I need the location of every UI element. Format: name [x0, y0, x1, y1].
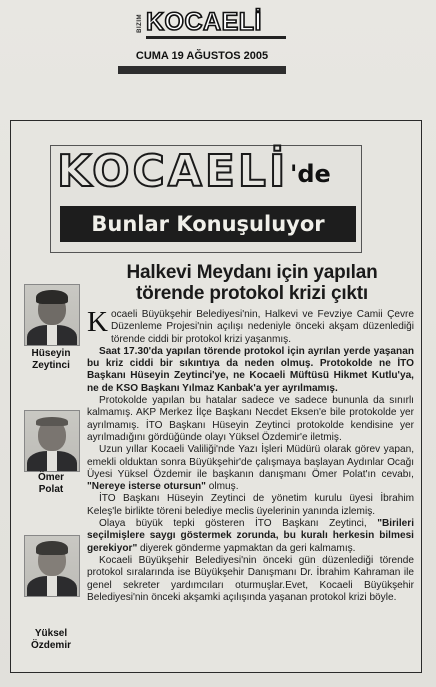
shirt — [47, 576, 57, 596]
caption-line: Polat — [38, 484, 64, 495]
paragraph: Protokolde yapılan bu hatalar sadece ve sadece bununla da sınırlı kalmamış. AKP Merkez İlçe Başkanı Necdet Eksen'e bile protokolde yer ayrılmamış. İTO Başkanı Hüseyin Zeytinci protokolde kendisine yer ayrılmadığını gördüğünde olayı Yüksel Özdemir'e iletmiş. — [87, 395, 414, 443]
article-body — [87, 306, 414, 604]
caption-line: Yüksel — [34, 628, 68, 639]
drop-cap: K — [87, 306, 108, 338]
text: olmuş. — [205, 481, 239, 493]
masthead-rule — [146, 36, 286, 39]
portrait-photo — [24, 535, 80, 597]
quote: "Birileri seçilmişlere saygı göstermek zorunda, bu kuralı herkesin bilmesi gerekiyor" — [87, 518, 414, 554]
section-subtitle: Bunlar Konuşuluyor — [91, 212, 325, 236]
portrait-photo — [24, 284, 80, 346]
section-title: KOCAELİ — [57, 146, 289, 197]
photo-caption — [20, 628, 82, 652]
portrait-photo — [24, 410, 80, 472]
photo-caption — [20, 472, 82, 496]
hair — [36, 417, 68, 426]
paragraph — [87, 444, 414, 493]
caption-line: Özdemir — [30, 640, 71, 651]
text: diyerek gönderme yapmaktan da geri kalmamış. — [137, 542, 356, 554]
date-bar — [118, 66, 286, 74]
shirt — [47, 325, 57, 345]
masthead — [137, 10, 285, 38]
lead-text: ocaeli Büyükşehir Belediyesi'nin, Halkevi ve Fevziye Camii Çevre Düzenleme Projesi'nin açılışı nedeniyle önceki akşam düzenlediği törende ciddi bir protokol krizi yaşanmış. — [110, 309, 414, 345]
text: Uzun yıllar Kocaeli Valiliği'nde Yazı İşleri Müdürü olarak görev yapan, emekli olduktan sonra Büyükşehir'de çalışmaya başlayan Aydınlar Ocağı Üyesi Yüksel Özdemir ile başkanın danışmanı Ömer Polat'ın cevabı, — [87, 444, 414, 480]
dateline: CUMA 19 AĞUSTOS 2005 — [135, 50, 269, 62]
paragraph: İTO Başkanı Hüseyin Zeytinci de yönetim kurulu üyesi İbrahim Keleş'le birlikte töreni belediye meclis üyelerinin yanında izlemiş. — [87, 493, 414, 517]
lead-paragraph — [87, 306, 414, 346]
photo-caption — [20, 348, 82, 372]
quote: "Nereye isterse otursun" — [87, 481, 206, 493]
hair — [36, 541, 68, 555]
hair — [36, 290, 68, 304]
paragraph: Saat 17.30'da yapılan törende protokol için ayrılan yerde yaşanan bu kriz ciddi bir sıkıntıya da neden olmuş. Protokolde ne İTO Başkanı Hüseyin Zeytinci'ye, ne Kocaeli Müftüsü Hikmet Kutlu'ya, ne de KSO Başkanı Yılmaz Kanbak'a yer ayrılmamış. — [87, 345, 414, 394]
paragraph: Kocaeli Büyükşehir Belediyesi'nin önceki gün düzenlediği törende protokol sıralarında ise Büyükşehir Danışmanı Dr. İbrahim Kahraman ile genel sekreter yardımcıları oturmuşlar.Evet, Kocaeli Büyükşehir Belediyesi'nin önceki akşamki açılışında yaşanan protokol krizi böyle. — [87, 554, 414, 603]
masthead-title: KOCAELİ — [146, 8, 262, 36]
caption-line: Hüseyin — [31, 348, 71, 359]
masthead-small: BİZİM — [137, 14, 143, 33]
shirt — [47, 451, 57, 471]
text: Olaya büyük tepki gösteren İTO Başkanı Zeytinci, — [99, 518, 378, 530]
headline: Halkevi Meydanı için yapılan törende protokol krizi çıktı — [126, 262, 378, 304]
caption-line: Ömer — [37, 472, 65, 483]
section-suffix: 'de — [290, 160, 331, 188]
caption-line: Zeytinci — [32, 360, 70, 371]
paragraph — [87, 518, 414, 555]
